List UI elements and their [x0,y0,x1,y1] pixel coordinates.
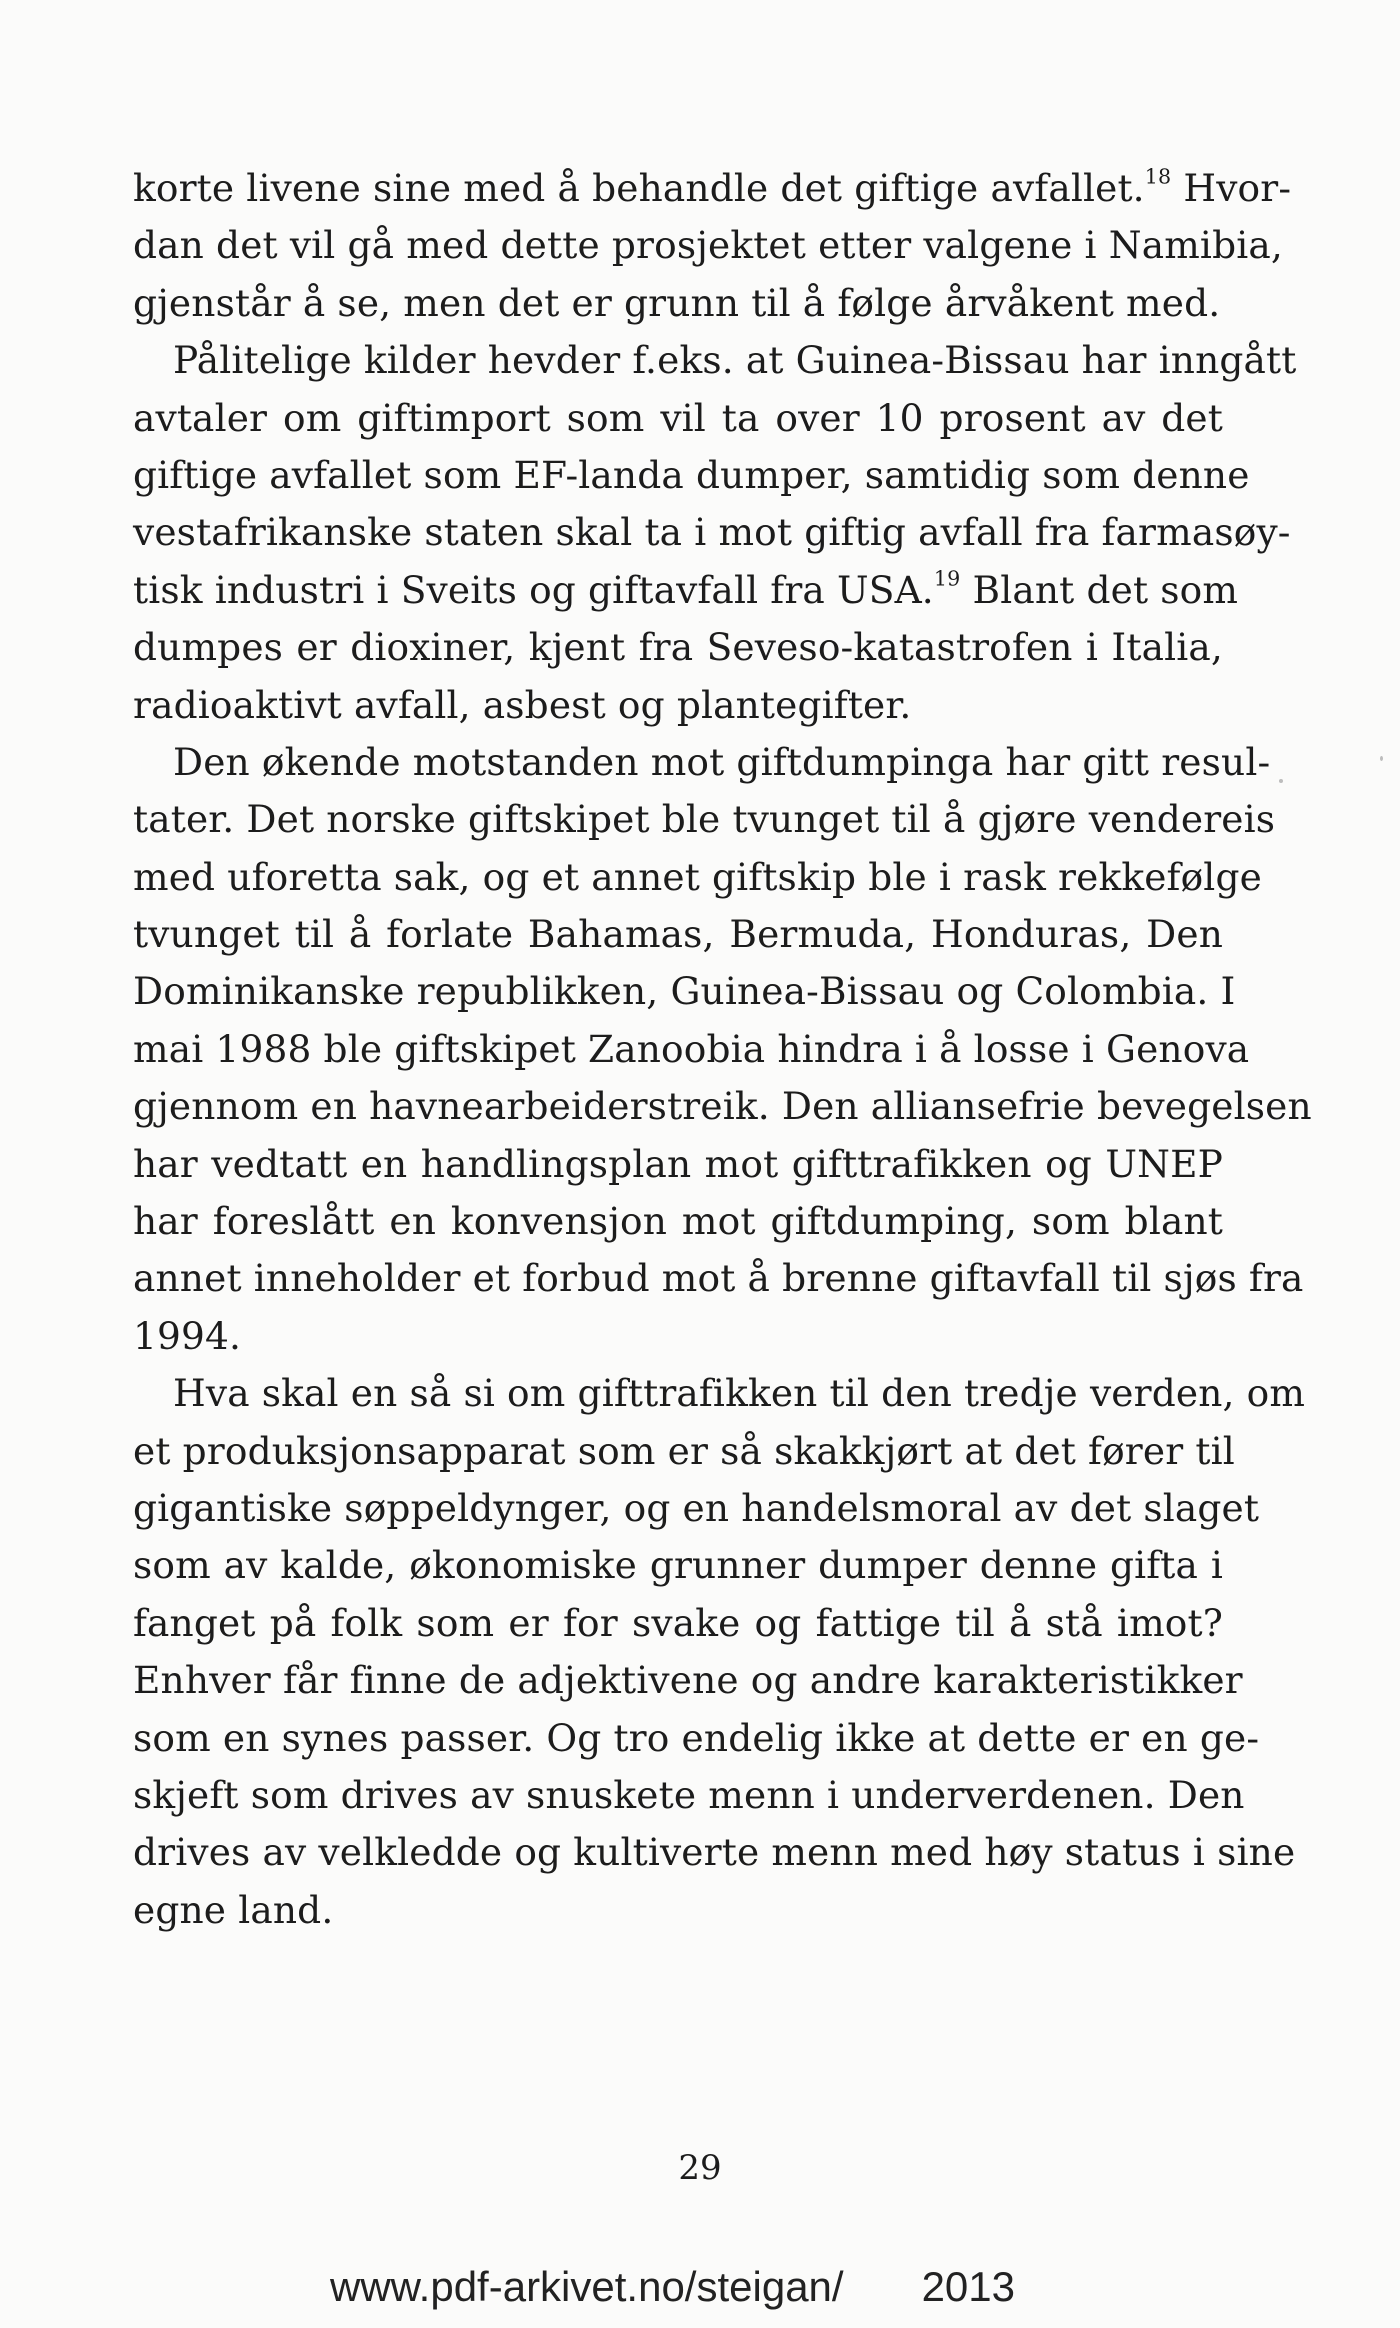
text-line: som en synes passer. Og tro endelig ikke at dette er en ge- [133,1715,1260,1760]
text-line: har vedtatt en handlingsplan mot gifttrafikken og UNEP [133,1141,1223,1186]
text-line: Den økende motstanden mot giftdumpinga har gitt resul- [173,739,1271,784]
text-line: et produksjonsapparat som er så skakkjørt at det fører til [133,1428,1235,1473]
text-line: gigantiske søppeldynger, og en handelsmoral av det slaget [133,1485,1260,1530]
paragraph [133,734,1312,1365]
text-line: drives av velkledde og kultiverte menn med høy status i sine [133,1830,1296,1875]
text-line: gjenstår å se, men det er grunn til å følge årvåkent med. [133,280,1221,325]
text-line: skjeft som drives av snuskete menn i underverdenen. Den [133,1772,1245,1817]
text-line: avtaler om giftimport som vil ta over 10 prosent av det [133,395,1223,440]
text-line: tater. Det norske giftskipet ble tvunget til å gjøre vendereis [133,797,1276,842]
text-line: mai 1988 ble giftskipet Zanoobia hindra i å losse i Genova [133,1026,1250,1071]
text-line: annet inneholder et forbud mot å brenne giftavfall til sjøs fra [133,1256,1304,1301]
paragraph [133,332,1297,734]
text-line: som av kalde, økonomiske grunner dumper denne gifta i [133,1543,1223,1588]
text-line: Pålitelige kilder hevder f.eks. at Guinea-Bissau har inngått [173,338,1297,383]
text-line: dan det vil gå med dette prosjektet etter valgene i Namibia, [133,223,1283,268]
text-line: Dominikanske republikken, Guinea-Bissau og Colombia. I [133,969,1236,1014]
footer-year: 2013 [921,2263,1016,2310]
text-line: giftige avfallet som EF-landa dumper, samtidig som denne [133,452,1250,497]
body-text [133,160,1312,1939]
paragraph [133,160,1292,332]
text-line: 1994. [133,1313,242,1358]
footnote-marker: 18 [1144,164,1172,189]
text-line: med uforetta sak, og et annet giftskip ble i rask rekkefølge [133,854,1262,899]
footer-source [330,2262,1015,2312]
scan-speck [1279,779,1283,783]
text-line: Enhver får finne de adjektivene og andre karakteristikker [133,1658,1243,1703]
text-line: Hva skal en så si om gifttrafikken til den tredje verden, om [173,1371,1306,1416]
footnote-marker: 19 [933,566,961,591]
page-number: 29 [678,2148,722,2188]
scan-speck [1380,756,1383,761]
text-line: radioaktivt avfall, asbest og plantegifter. [133,682,912,727]
text-line: vestafrikanske staten skal ta i mot giftig avfall fra farmasøy- [133,510,1291,555]
text-line: har foreslått en konvensjon mot giftdumping, som blant [133,1199,1223,1244]
text-line: fanget på folk som er for svake og fattige til å stå imot? [133,1600,1223,1645]
text-line: tvunget til å forlate Bahamas, Bermuda, Honduras, Den [133,912,1223,957]
paragraph [133,1365,1306,1939]
text-line: dumpes er dioxiner, kjent fra Seveso-katastrofen i Italia, [133,625,1223,670]
text-line: egne land. [133,1887,334,1932]
text-line: gjennom en havnearbeiderstreik. Den alliansefrie bevegelsen [133,1084,1312,1129]
footer-url: www.pdf-arkivet.no/steigan/ [330,2263,844,2310]
text-line: korte livene sine med å behandle det giftige avfallet.$^{18}$ Hvor- [133,164,1292,210]
text-line: tisk industri i Sveits og giftavfall fra USA.$^{19}$ Blant det som [133,566,1239,612]
